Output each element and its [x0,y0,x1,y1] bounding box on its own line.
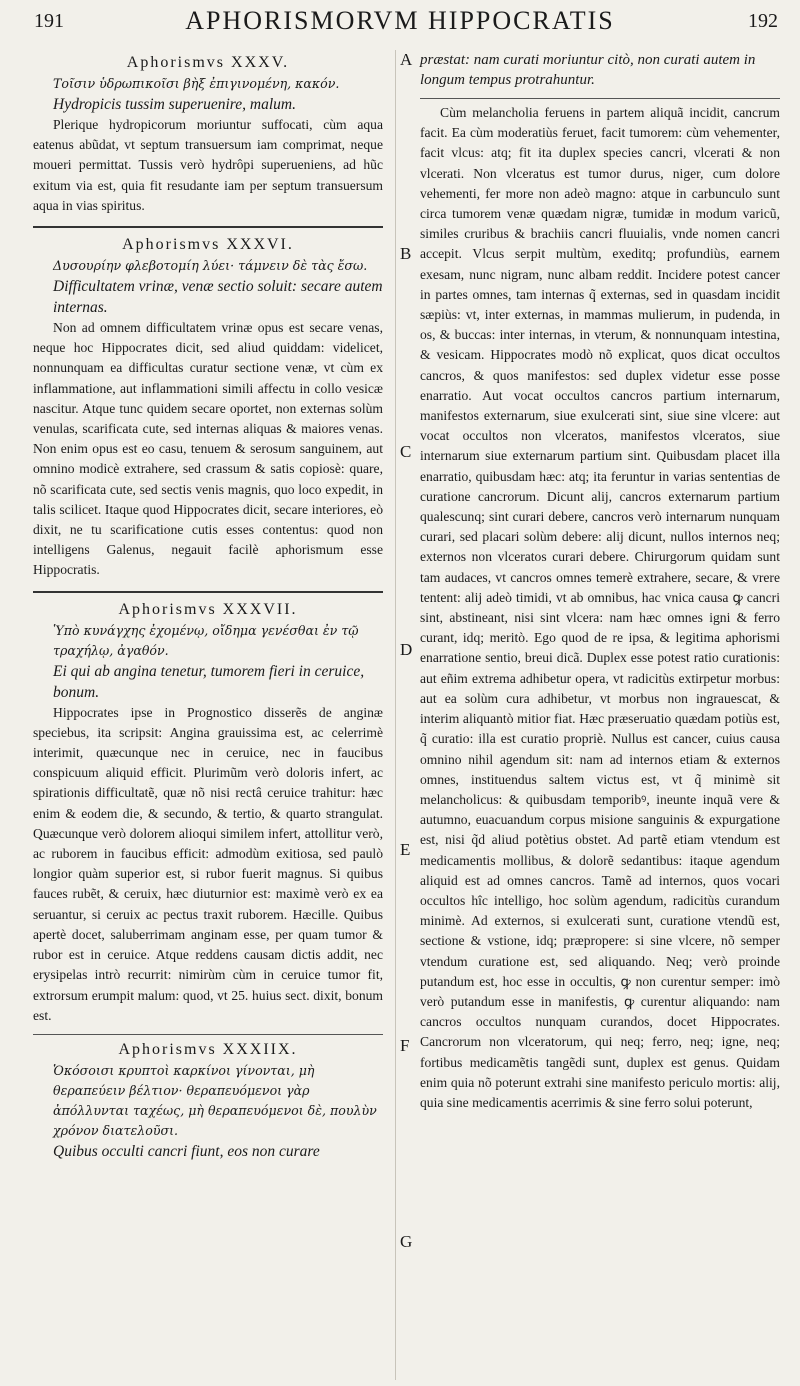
marginal-letter-d: D [400,640,413,659]
section-rule [33,591,383,593]
folio-left: 191 [34,10,64,32]
aphorism-38-commentary: Cùm melancholia feruens in partem aliquã incidit, cancrum facit. Ea cùm moderatiùs feruet, facit tumorem: cùm vehementer, facit vlcus: atq; fit ita duplex species cancri, vlcerati & non vlcerati. Non vlceratus est tumor durus, niger, cum dolore vehementi, fer more non adeò magno: atque in carbunculo sunt circa tumorem venæ quædam nigræ, tumidæ in modum varicũ, similes cruribus & brachiis cancri fluuialis, vnde nomen cancri accepit. Vlcus serpit multùm, exeditq; profundiùs, earnem exesam, nunc nigram, nunc albam reddit. Incidere potest cancer in partes omnes, tam internas q̃ externas, sed in quasdam incidit sæpiùs: vt, inter externas, in mammas mulierum, in pudenda, in os, & buccas: inter internas, in vterum, & nonnunquam intestina, & vesicam. Hippocrates modò nõ explicat, quos dicat occultos cancros, & quos manifestos: sed duplex videtur esse posse enarratio. Aut vocat occultos cancros partium internarum, manifestos externarum, siue exulcerati sint, siue sine vlcere: aut vocat occultos non vlceratos, manifestos vlceratos, siue internarum siue externarum partium sint. Quibusdam placet illa enarratio, quibusdam hæc: atq; ita feruntur in varias sententias de curatione cancrorum. Dicunt alij, cancros externarum partium qualescunq; sint curari debere, cancros verò internarum nunquam curari, sed placari solùm debere: alij dicunt, nullos internos neq; externos non vlceratos curari debere. Chirurgorum quidam sunt tam audaces, vt cancros omnes temerè extrahere, secare, & vrere tentent: alij adeò timidi, vt ab omnibus, hac vnica causa ꝙ cancri sint, abstineant, nisi sint vlcera: nam hæc omnes igni & ferro curant, idq; meritò. Ego quod de re ipsa, & legitima aphorismi enarratione sentio, breui dicã. Duplex esse potest ratio curationis: aut eñim extrema adhibetur opera, vt radicitùs extirpetur morbus: aut ea solùm cura adhibetur, vt morbus non ingrauescat, & interim aliquantò mitior fiat. Hæc præseruatio quædam potiùs est, q̃ curatio: illa est curatio propriè. Nullus est cancer, cuius causa omnino nihil agendum sit: nam ad internos etiam & externos omnes, instituendus saltem victus est, vt q̃ minimè sit melancholicus: & quibusdam temporibꝰ, ineunte inquã vere & autumno, euacuandum corpus misione sanguinis & expurgatione est, nisi q̃d aliud potètius obstet. Ad partẽ etiam vtendum est medicamentis mollibus, & dolorẽ sedantibus: itaque agendum aliquid est ad omnes cancros. Tamẽ ad internos, quos vocari occultos hîc intelligo, hoc solùm agendum, radicitùs curandum minimè. Ad externos, si exulcerati sunt, curatione vtendũ est, sectione & vstione, idq; præpropere: si sine vlcere, nõ semper vtendum curatione est, sed aliquando. Neq; verò proinde putandum est, hoc esse in occultis, ꝙ non curentur semper: imò verò putandum esse in manifestis, ꝙ curentur aliquando: nam cancros occultos nunquam curandos, docet Hippocrates. Cancrorum non vlceratorum, qui neq; ferro, neq; igne, neq; fortibus medicamẽtis tangẽdi sunt, duplex est genus. Quidam enim quia nõ poterunt extrahi sine manifesto periculo mortis: alij, quia sine medicamentis acerrimis & sine ferro solui poterunt, [420,105,780,1110]
aphorism-38-heading: Aphorismvs XXXIIX. [118,1040,298,1058]
aphorism-35-commentary: Plerique hydropicorum moriuntur suffocati, cùm aqua eatenus abũdat, vt septum transuersum iam comprimat, neque moueri permittat. Tussis verò hydrôpi superueniens, ad hũc exitum via est, quia fit resudante iam per septum transuersum aqua in vias spiritus. [33,117,383,213]
aphorism-38-latin-continued: præstat: nam curati moriuntur citò, non curati autem in longum tempus protrahuntur. [420,52,756,88]
aphorism-35-heading: Aphorismvs XXXV. [126,54,290,71]
aphorism-38-latin: Quibus occulti cancri fiunt, eos non curare [53,1142,320,1160]
aphorism-35-greek: Τοῖσιν ὑδρωπικοῖσι βὴξ ἐπιγινομένη, κακόν. [53,76,340,91]
aphorism-36-greek: Δυσουρίην φλεβοτομίη λύει· τάμνειν δὲ τὰς ἔσω. [53,258,368,274]
marginal-letter-f: F [400,1036,410,1055]
aphorism-37-heading: Aphorismvs XXXVII. [118,600,298,618]
marginal-letter-c: C [400,442,412,461]
marginal-letter-e: E [400,840,411,859]
section-rule [33,226,383,228]
left-column [33,48,383,1162]
marginal-letter-g: G [400,1232,413,1251]
running-title: APHORISMORVM HIPPOCRATIS [185,6,615,35]
folio-right: 192 [748,10,778,32]
section-rule [33,1034,383,1035]
marginal-letter-a: A [400,50,413,69]
aphorism-36-commentary: Non ad omnem difficultatem vrinæ opus est secare venas, neque hoc Hippocrates dicit, sed aliud quiddam: videlicet, nonnunquam ea difficultas curatur sectione venæ, vt cùm ex inflammatione, aut inflammationi simili affectu in collo vesicæ nascitur. Atque tunc quidem secare oportet, non externas solùm venulas, scarificata cute, sed internas aliquas & maiores venas. Non enim opus est eo casu, tenuem & serosum sanguinem, aut omnino modicè extrahere, sed crassum & satis copiosè: quare, nõ scarificata cute, sed sectis venis magnis, quo loco expedit, in talis scilicet. Itaque quod Hippocrates dicit, secare interiores, eò dixit, ne tu scarificatione cutis esses contentus: quod non intelligens Galenus, negauit facilè aphorismum esse Hippocratis. [33,320,383,578]
aphorism-36-heading: Aphorismvs XXXVI. [122,236,294,254]
aphorism-37-latin: Ei qui ab angina tenetur, tumorem fieri in ceruice, bonum. [53,662,365,701]
aphorism-37-greek: Ὑπὸ κυνάγχης ἐχομένῳ, οἴδημα γενέσθαι ἐν τῷ τραχήλῳ, ἀγαθόν. [53,622,359,658]
right-column [420,50,780,1113]
column-divider [395,50,396,1380]
aphorism-35-latin: Hydropicis tussim superuenire, malum. [53,96,296,113]
aphorism-36-latin: Difficultatem vrinæ, venæ sectio soluit: secare autem internas. [53,278,383,317]
aphorism-37-commentary: Hippocrates ipse in Prognostico disserẽs de anginæ speciebus, ita scripsit: Angina grauissima est, ac celerrimè interimit, quæcunque nec in ceruice, nec in faucibus conspicuum aliquid efficit. Plurimũm verò doloris infert, ac spirationis difficultatẽ, quæ nõ nisi rectâ ceruice trahitur: hæc enim & eodem die, & secundo, & tertio, & quarto strangulat. Quæcunque verò dolorem alioqui similem infert, attollitur verò, ac ruborem in faucibus efficit: admodùm exitiosa, sed paulò longior quàm superior est, si rubor fuerit magnus. Si quibus fauces rubẽt, & ceruix, hæc diuturnior est: maximè verò ex ea seruantur, si ceruix ac pectus traxit ruborem. Hæcille. Quibus apertè docet, saluberrimam anginam esse, per quam tumor & rubor est in ceruice. Atque reddens causam dictis addit, nec erysipelas intrò recurrit: nimirùm cùm in ceruice tumor fit, extrorsum erumpit malum: quod, vt 25. huius sect. dixit, bonum est. [33,704,383,1023]
marginal-letter-b: B [400,244,412,263]
aphorism-38-greek: Ὁκόσοισι κρυπτοὶ καρκίνοι γίνονται, μὴ θεραπεύειν βέλτιον· θεραπευόμενοι γὰρ ἀπόλλυνται ταχέως, μὴ θεραπευόμενοι δὲ, πουλὺν χρόνον διατελοῦσι. [53,1062,377,1138]
section-rule [420,98,780,99]
